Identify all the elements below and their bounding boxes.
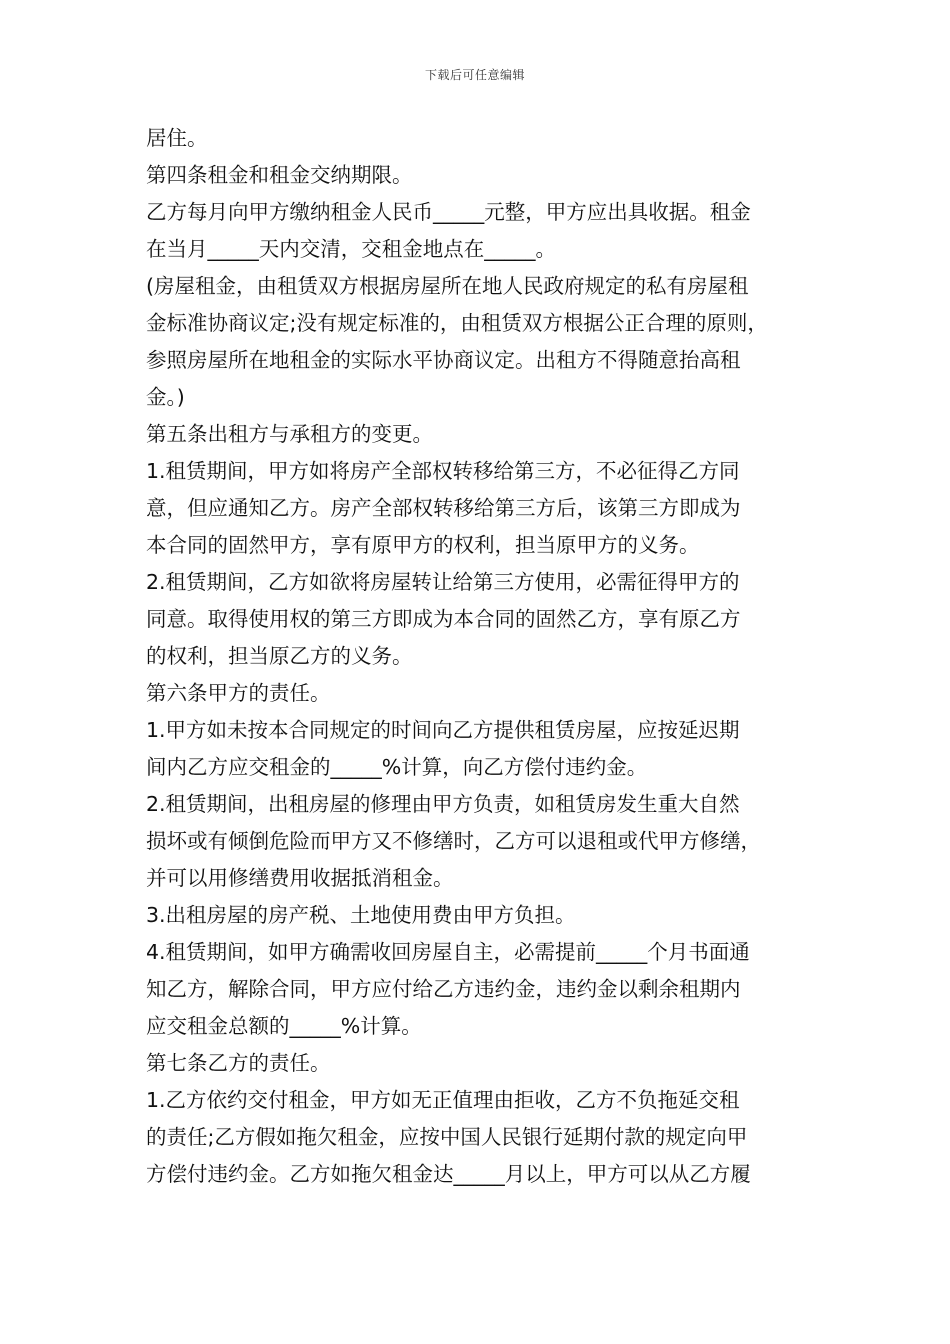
text-line: 2.租赁期间，出租房屋的修理由甲方负责，如租赁房发生重大自然 [146, 792, 740, 816]
text-line: 并可以用修缮费用收据抵消租金。 [146, 866, 454, 890]
text-line: 知乙方，解除合同，甲方应付给乙方违约金，违约金以剩余租期内 [146, 977, 741, 1001]
text-line: 间内乙方应交租金的_____%计算，向乙方偿付违约金。 [146, 755, 648, 779]
text-line: 1.租赁期间，甲方如将房产全部权转移给第三方，不必征得乙方同 [146, 459, 740, 483]
text-line: 同意。取得使用权的第三方即成为本合同的固然乙方，享有原乙方 [146, 607, 741, 631]
text-line: 的权利，担当原乙方的义务。 [146, 644, 413, 668]
text-line: 金标准协商议定;没有规定标准的，由租赁双方根据公正合理的原则， [146, 311, 768, 335]
article-heading: 第七条乙方的责任。 [146, 1051, 331, 1075]
page-header: 下载后可任意编辑 [424, 68, 525, 82]
text-line: 金。) [146, 385, 185, 409]
text-line: 乙方每月向甲方缴纳租金人民币_____元整，甲方应出具收据。租金 [146, 200, 751, 224]
text-line: 1.甲方如未按本合同规定的时间向乙方提供租赁房屋，应按延迟期 [146, 718, 740, 742]
text-line: 参照房屋所在地租金的实际水平协商议定。出租方不得随意抬高租 [146, 348, 741, 372]
text-line: 应交租金总额的_____%计算。 [146, 1014, 422, 1038]
text-line: 2.租赁期间，乙方如欲将房屋转让给第三方使用，必需征得甲方的 [146, 570, 740, 594]
text-line: 1.乙方依约交付租金，甲方如无正值理由拒收，乙方不负拖延交租 [146, 1088, 740, 1112]
text-line: 3.出租房屋的房产税、土地使用费由甲方负担。 [146, 903, 576, 927]
text-line: (房屋租金，由租赁双方根据房屋所在地人民政府规定的私有房屋租 [146, 274, 749, 298]
text-line: 在当月_____天内交清，交租金地点在_____。 [146, 237, 556, 261]
text-line: 本合同的固然甲方，享有原甲方的权利，担当原甲方的义务。 [146, 533, 700, 557]
text-line: 居住。 [146, 126, 208, 150]
text-line: 4.租赁期间，如甲方确需收回房屋自主，必需提前_____个月书面通 [146, 940, 750, 964]
text-line: 损坏或有倾倒危险而甲方又不修缮时，乙方可以退租或代甲方修缮， [146, 829, 761, 853]
article-heading: 第五条出租方与承租方的变更。 [146, 422, 433, 446]
text-line: 的责任;乙方假如拖欠租金，应按中国人民银行延期付款的规定向甲 [146, 1125, 748, 1149]
document-body [146, 120, 812, 1193]
text-line: 意，但应通知乙方。房产全部权转移给第三方后，该第三方即成为 [146, 496, 741, 520]
text-line: 方偿付违约金。乙方如拖欠租金达_____月以上，甲方可以从乙方履 [146, 1162, 751, 1186]
article-heading: 第六条甲方的责任。 [146, 681, 331, 705]
article-heading: 第四条租金和租金交纳期限。 [146, 163, 413, 187]
